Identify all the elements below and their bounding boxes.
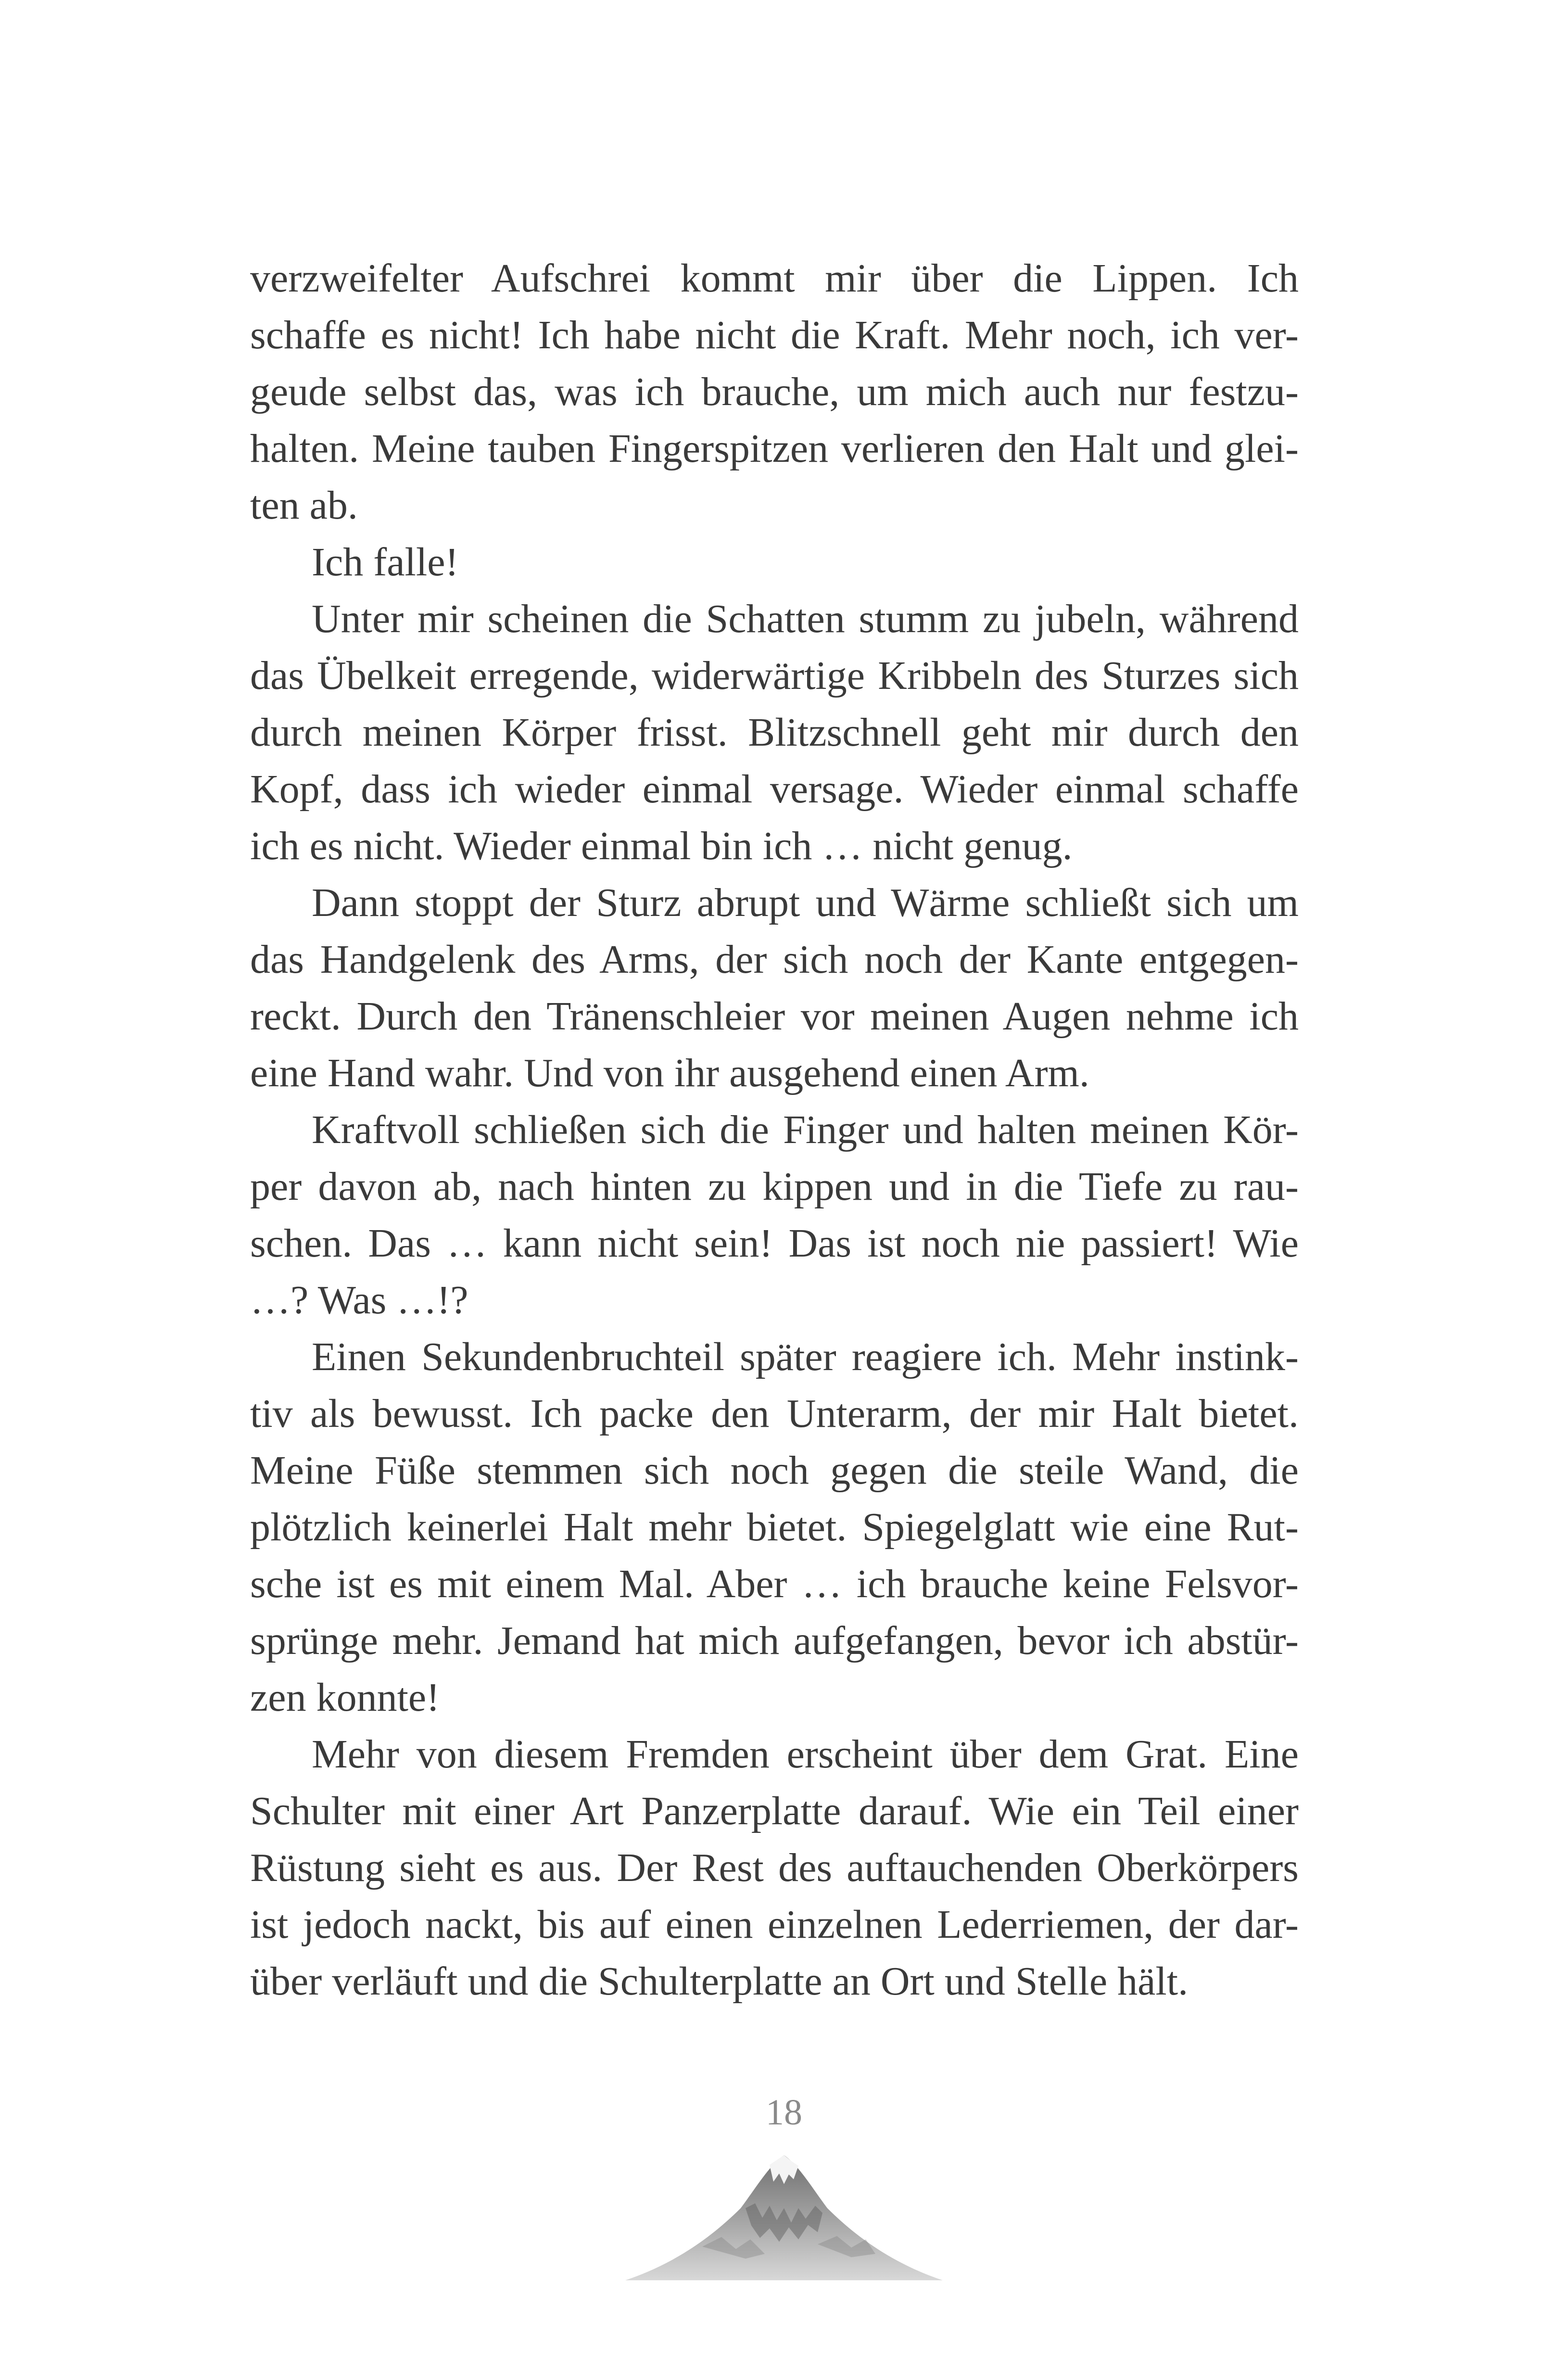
text-line: ich es nicht. Wieder einmal bin ich … nicht genug. xyxy=(250,824,1073,868)
text-line: Kopf, dass ich wieder einmal versage. Wieder einmal schaffe xyxy=(250,767,1299,812)
text-line: Mehr von diesem Fremden erscheint über dem Grat. Eine xyxy=(312,1732,1299,1777)
text-line: verzweifelter Aufschrei kommt mir über die Lippen. Ich xyxy=(250,256,1299,301)
text-line: Dann stoppt der Sturz abrupt und Wärme schließt sich um xyxy=(312,880,1299,925)
text-line: sprünge mehr. Jemand hat mich aufgefangen, bevor ich abstür- xyxy=(250,1618,1299,1663)
text-line: das Übelkeit erregende, widerwärtige Kribbeln des Sturzes sich xyxy=(250,653,1299,698)
text-line: ist jedoch nackt, bis auf einen einzelnen Lederriemen, der dar- xyxy=(250,1902,1299,1947)
text-line: halten. Meine tauben Fingerspitzen verlieren den Halt und glei- xyxy=(250,426,1299,471)
text-line: Schulter mit einer Art Panzerplatte darauf. Wie ein Teil einer xyxy=(250,1789,1299,1833)
text-line: geude selbst das, was ich brauche, um mich auch nur festzu- xyxy=(250,369,1299,414)
text-line: Kraftvoll schließen sich die Finger und halten meinen Kör- xyxy=(312,1107,1299,1152)
text-line: sche ist es mit einem Mal. Aber … ich brauche keine Felsvor- xyxy=(250,1562,1299,1606)
page-number: 18 xyxy=(766,2092,802,2133)
text-line: ten ab. xyxy=(250,483,358,528)
text-line: über verläuft und die Schulterplatte an Ort und Stelle hält. xyxy=(250,1959,1189,2004)
text-line: Rüstung sieht es aus. Der Rest des auftauchenden Oberkörpers xyxy=(250,1845,1299,1890)
text-line: tiv als bewusst. Ich packe den Unterarm, der mir Halt bietet. xyxy=(250,1391,1299,1436)
text-line: Einen Sekundenbruchteil später reagiere ich. Mehr instink- xyxy=(312,1335,1299,1379)
text-line: Ich falle! xyxy=(312,540,459,585)
text-line: Unter mir scheinen die Schatten stumm zu jubeln, während xyxy=(312,597,1299,641)
mountain-icon xyxy=(625,2136,943,2285)
text-line: durch meinen Körper frisst. Blitzschnell geht mir durch den xyxy=(250,710,1299,755)
text-line: Meine Füße stemmen sich noch gegen die steile Wand, die xyxy=(250,1448,1299,1493)
text-line: schen. Das … kann nicht sein! Das ist noch nie passiert! Wie xyxy=(250,1221,1299,1266)
text-line: zen konnte! xyxy=(250,1675,440,1720)
body-text xyxy=(250,250,1299,2010)
text-line: per davon ab, nach hinten zu kippen und in die Tiefe zu rau- xyxy=(250,1164,1299,1209)
text-line: …? Was …!? xyxy=(250,1278,468,1322)
text-line: plötzlich keinerlei Halt mehr bietet. Spiegelglatt wie eine Rut- xyxy=(250,1505,1299,1550)
text-line: schaffe es nicht! Ich habe nicht die Kraft. Mehr noch, ich ver- xyxy=(250,313,1299,357)
text-line: eine Hand wahr. Und von ihr ausgehend einen Arm. xyxy=(250,1051,1089,1095)
text-line: das Handgelenk des Arms, der sich noch der Kante entgegen- xyxy=(250,937,1299,982)
text-line: reckt. Durch den Tränenschleier vor meinen Augen nehme ich xyxy=(250,994,1299,1039)
